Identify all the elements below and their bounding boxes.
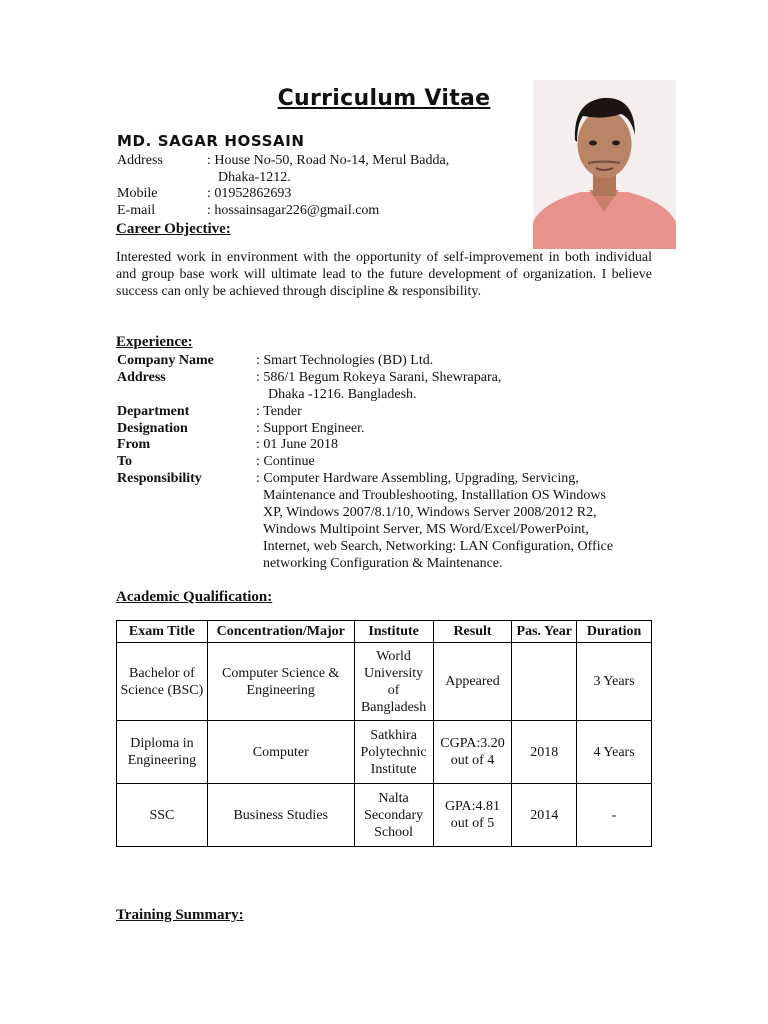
column-header: Duration xyxy=(577,621,652,643)
experience-value: : Support Engineer. xyxy=(256,421,365,436)
table-cell: 4 Years xyxy=(577,721,652,784)
table-cell: - xyxy=(577,784,652,847)
career-objective-text: Interested work in environment with the opportunity of self-improvement in both individual and group base work will ultimate lead to the future development of organization. I believe success can only be achieved through discipline & responsibility. xyxy=(116,250,652,299)
training-summary-heading: Training Summary: xyxy=(116,907,244,923)
contact-label: Mobile xyxy=(117,186,158,201)
table-row xyxy=(117,784,652,847)
table-cell: SSC xyxy=(117,784,208,847)
experience-value: : 01 June 2018 xyxy=(256,437,339,452)
table-cell: World University of Bangladesh xyxy=(354,643,433,721)
person-portrait-icon xyxy=(533,80,676,249)
experience-value: Internet, web Search, Networking: LAN Configuration, Office xyxy=(263,539,614,554)
table-cell: GPA:4.81 out of 5 xyxy=(433,784,512,847)
table-cell: 2018 xyxy=(512,721,577,784)
contact-label: E-mail xyxy=(117,203,156,218)
experience-heading: Experience: xyxy=(116,334,193,350)
document-title: Curriculum Vitae xyxy=(277,86,491,111)
column-header: Concentration/Major xyxy=(207,621,354,643)
contact-value: Dhaka-1212. xyxy=(218,170,291,185)
experience-label: Responsibility xyxy=(117,471,202,486)
profile-photo xyxy=(533,80,676,249)
career-objective-heading: Career Objective: xyxy=(116,221,231,237)
experience-label: Designation xyxy=(117,421,188,436)
table-cell: Satkhira Polytechnic Institute xyxy=(354,721,433,784)
experience-value: networking Configuration & Maintenance. xyxy=(263,556,503,571)
academic-table xyxy=(116,620,652,847)
experience-value: Maintenance and Troubleshooting, Installlation OS Windows xyxy=(263,488,606,503)
table-row xyxy=(117,643,652,721)
table-cell: 2014 xyxy=(512,784,577,847)
table-row xyxy=(117,721,652,784)
experience-label: Company Name xyxy=(117,353,214,368)
experience-value: : 586/1 Begum Rokeya Sarani, Shewrapara, xyxy=(256,370,502,385)
table-cell: 3 Years xyxy=(577,643,652,721)
experience-value: : Smart Technologies (BD) Ltd. xyxy=(256,353,434,368)
table-cell: Appeared xyxy=(433,643,512,721)
table-cell: Diploma in Engineering xyxy=(117,721,208,784)
experience-label: To xyxy=(117,454,133,469)
column-header: Exam Title xyxy=(117,621,208,643)
column-header: Pas. Year xyxy=(512,621,577,643)
table-header-row xyxy=(117,621,652,643)
experience-label: Department xyxy=(117,404,190,419)
experience-value: : Continue xyxy=(256,454,315,469)
contact-value: : hossainsagar226@gmail.com xyxy=(207,203,380,218)
column-header: Result xyxy=(433,621,512,643)
contact-label: Address xyxy=(117,153,163,168)
experience-label: Address xyxy=(117,370,166,385)
experience-value: : Computer Hardware Assembling, Upgrading, Servicing, xyxy=(256,471,579,486)
table-cell: Bachelor of Science (BSC) xyxy=(117,643,208,721)
experience-value: : Tender xyxy=(256,404,302,419)
table-cell: Computer xyxy=(207,721,354,784)
contact-value: : House No-50, Road No-14, Merul Badda, xyxy=(207,153,450,168)
table-cell: Business Studies xyxy=(207,784,354,847)
table-cell xyxy=(512,643,577,721)
academic-heading: Academic Qualification: xyxy=(116,589,273,605)
experience-value: Windows Multipoint Server, MS Word/Excel/PowerPoint, xyxy=(263,522,589,537)
experience-label: From xyxy=(117,437,151,452)
experience-value: XP, Windows 2007/8.1/10, Windows Server 2008/2012 R2, xyxy=(263,505,597,520)
candidate-name: MD. SAGAR HOSSAIN xyxy=(117,132,305,150)
contact-value: : 01952862693 xyxy=(207,186,292,201)
experience-value: Dhaka -1216. Bangladesh. xyxy=(268,387,417,402)
table-cell: CGPA:3.20 out of 4 xyxy=(433,721,512,784)
table-cell: Computer Science & Engineering xyxy=(207,643,354,721)
column-header: Institute xyxy=(354,621,433,643)
table-cell: Nalta Secondary School xyxy=(354,784,433,847)
